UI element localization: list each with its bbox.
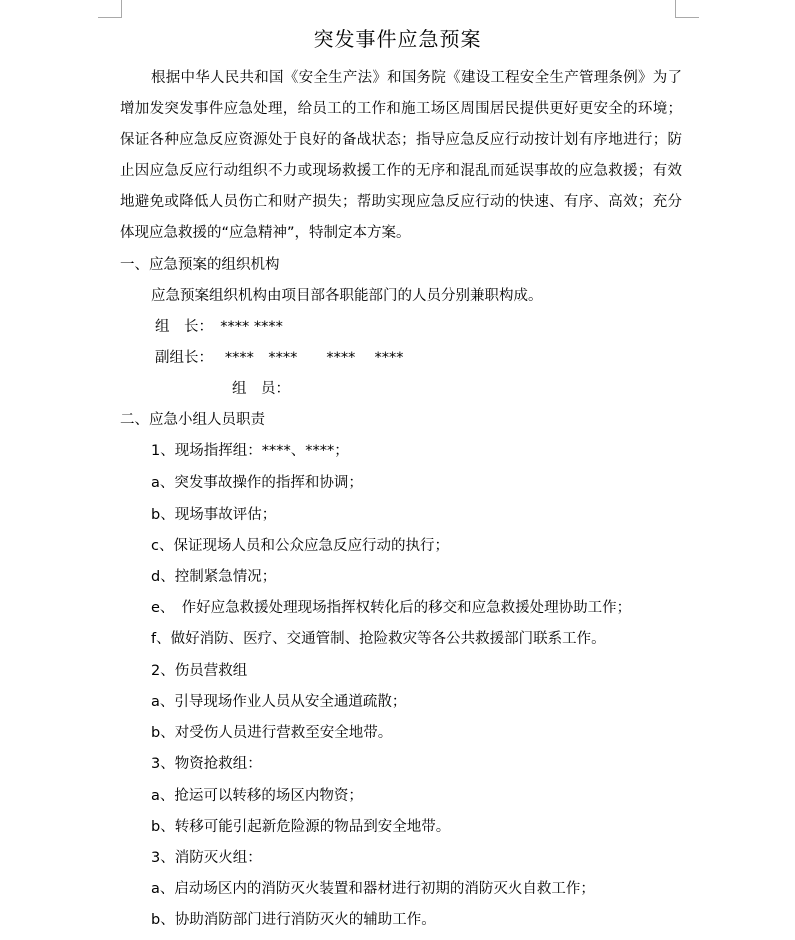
duty-line: b、协助消防部门进行消防灭火的辅助工作。 xyxy=(151,912,436,928)
duty-line: a、启动场区内的消防灭火装置和器材进行初期的消防灭火自救工作； xyxy=(151,881,595,897)
section1-heading: 一、应急预案的组织机构 xyxy=(120,257,280,273)
intro-paragraph: 根据中华人民共和国《安全生产法》和国务院《建设工程安全生产管理条例》为了增加发突发事件应急处理，给员工的工作和施工场区周围居民提供更好更安全的环境；保证各种应急反应资源处于良好的备战状态；指导应急反应行动按计划有序地进行；防止因应急反应行动组织不力或现场救援工作的无序和混乱而延误事故的应急救援；有效地避免或降低人员伤亡和财产损失；帮助实现应急反应行动的快速、有序、高效；充分体现应急救援的“应急精神”，特制定本方案。 xyxy=(120,70,682,241)
crop-mark-left-vertical xyxy=(121,0,122,18)
crop-mark-left-horizontal xyxy=(98,17,122,18)
duty-line: 1、现场指挥组：****、****； xyxy=(151,443,349,459)
section1-description: 应急预案组织机构由项目部各职能部门的人员分别兼职构成。 xyxy=(151,288,543,304)
leader-line: 组 长： **** **** xyxy=(155,319,283,335)
duty-line: 3、物资抢救组： xyxy=(151,756,262,772)
section2-heading: 二、应急小组人员职责 xyxy=(120,412,265,428)
deputy-leader-line: 副组长： **** **** **** **** xyxy=(155,350,404,366)
duty-line: b、现场事故评估； xyxy=(151,507,277,523)
members-line: 组 员： xyxy=(232,381,290,397)
crop-mark-right-vertical xyxy=(675,0,676,18)
duty-line: b、对受伤人员进行营救至安全地带。 xyxy=(151,725,393,741)
duty-line: a、引导现场作业人员从安全通道疏散； xyxy=(151,694,407,710)
duty-line: a、突发事故操作的指挥和协调； xyxy=(151,475,363,491)
crop-mark-right-horizontal xyxy=(675,17,699,18)
duty-line: d、控制紧急情况； xyxy=(151,569,277,585)
duty-line: a、抢运可以转移的场区内物资； xyxy=(151,788,363,804)
document-title: 突发事件应急预案 xyxy=(313,27,482,51)
duty-line: c、保证现场人员和公众应急反应行动的执行； xyxy=(151,538,449,554)
duty-line: b、转移可能引起新危险源的物品到安全地带。 xyxy=(151,819,451,835)
duty-line: 3、消防灭火组： xyxy=(151,850,262,866)
duty-line: 2、伤员营救组 xyxy=(151,663,248,679)
duty-line: f、做好消防、医疗、交通管制、抢险救灾等各公共救援部门联系工作。 xyxy=(151,631,606,647)
duty-line: e、 作好应急救援处理现场指挥权转化后的移交和应急救援处理协助工作； xyxy=(151,600,632,616)
